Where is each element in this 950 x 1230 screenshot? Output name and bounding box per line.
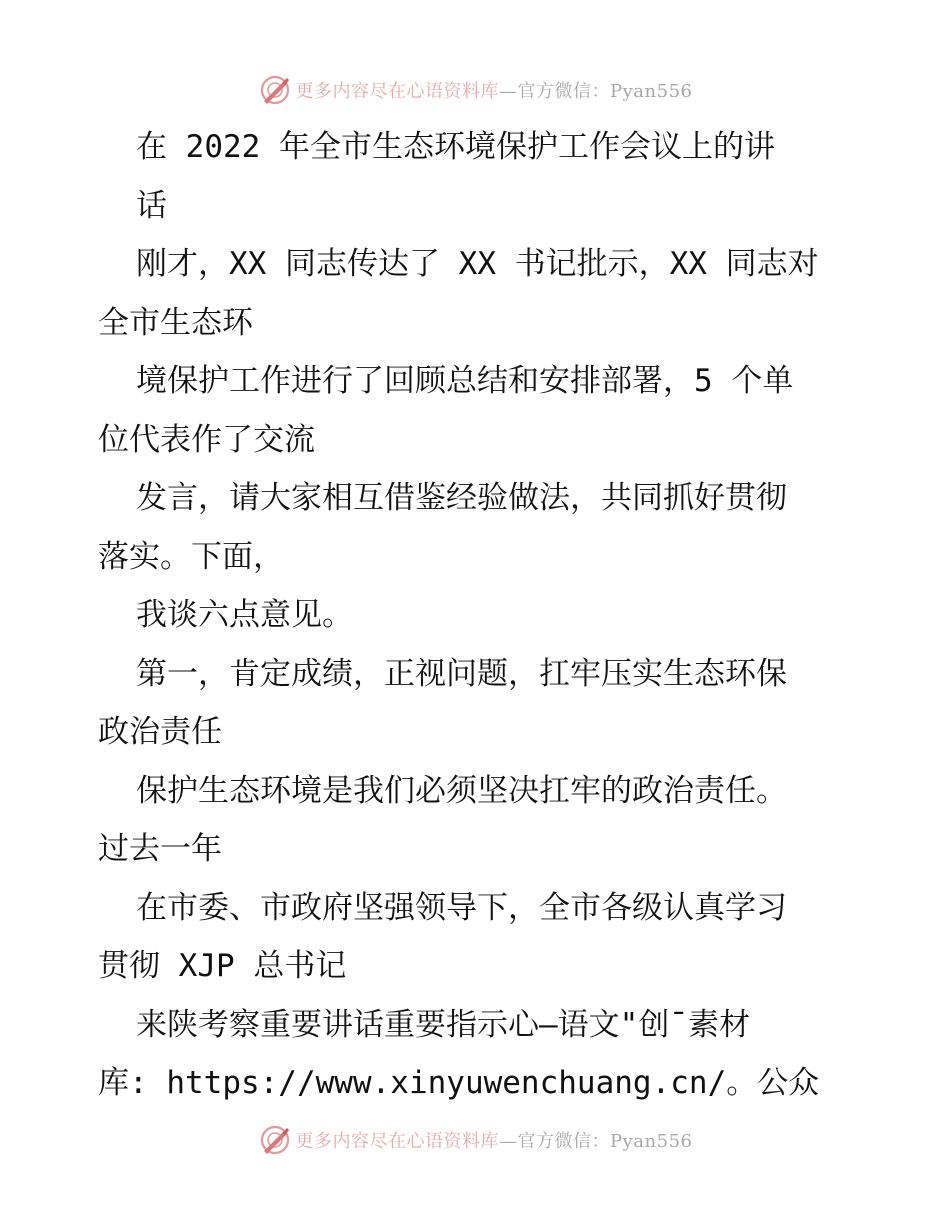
watermark-text — [296, 1127, 693, 1153]
text-line: 过去一年 — [98, 831, 222, 867]
text-line: 库: https://www.xinyuwenchuang.cn/。公众 — [98, 1065, 820, 1101]
text-line: 来陕考察重要讲话重要指示心—语文"创¯素材 — [136, 1006, 750, 1043]
text-line: 第一，肯定成绩，正视问题，扛牢压实生态环保 — [136, 655, 787, 692]
watermark-title: 更多内容尽在心语资料库 — [295, 1131, 500, 1152]
text-line: 我谈六点意见。 — [136, 597, 353, 633]
watermark-footer — [0, 1122, 950, 1158]
text-line: 贯彻 XJP 总书记 — [98, 948, 347, 984]
watermark-text — [296, 77, 693, 103]
text-line: 政治责任 — [98, 714, 222, 750]
pen-logo-icon — [258, 73, 292, 107]
text-line: 在 2022 年全市生态环境保护工作会议上的讲 — [136, 129, 775, 165]
watermark-subtitle: —官方微信：Pyan556 — [499, 81, 693, 102]
watermark-subtitle: —官方微信：Pyan556 — [499, 1131, 693, 1152]
document-body — [98, 118, 858, 1113]
text-line: 全市生态环 — [98, 304, 253, 341]
text-line: 话 — [136, 187, 167, 224]
text-line: 落实。下面， — [98, 538, 284, 575]
text-line: 保护生态环境是我们必须坚决扛牢的政治责任。 — [136, 772, 787, 809]
text-line: 发言，请大家相互借鉴经验做法，共同抓好贯彻 — [136, 480, 787, 516]
text-line: 在市委、市政府坚强领导下，全市各级认真学习 — [136, 889, 787, 926]
watermark-title: 更多内容尽在心语资料库 — [295, 81, 500, 102]
text-line: 位代表作了交流 — [98, 421, 315, 458]
text-line: 境保护工作进行了回顾总结和安排部署，5 个单 — [136, 363, 794, 399]
pen-logo-icon — [258, 1123, 292, 1157]
text-line: 刚才，XX 同志传达了 XX 书记批示，XX 同志对 — [136, 246, 819, 282]
watermark-header — [0, 72, 950, 108]
